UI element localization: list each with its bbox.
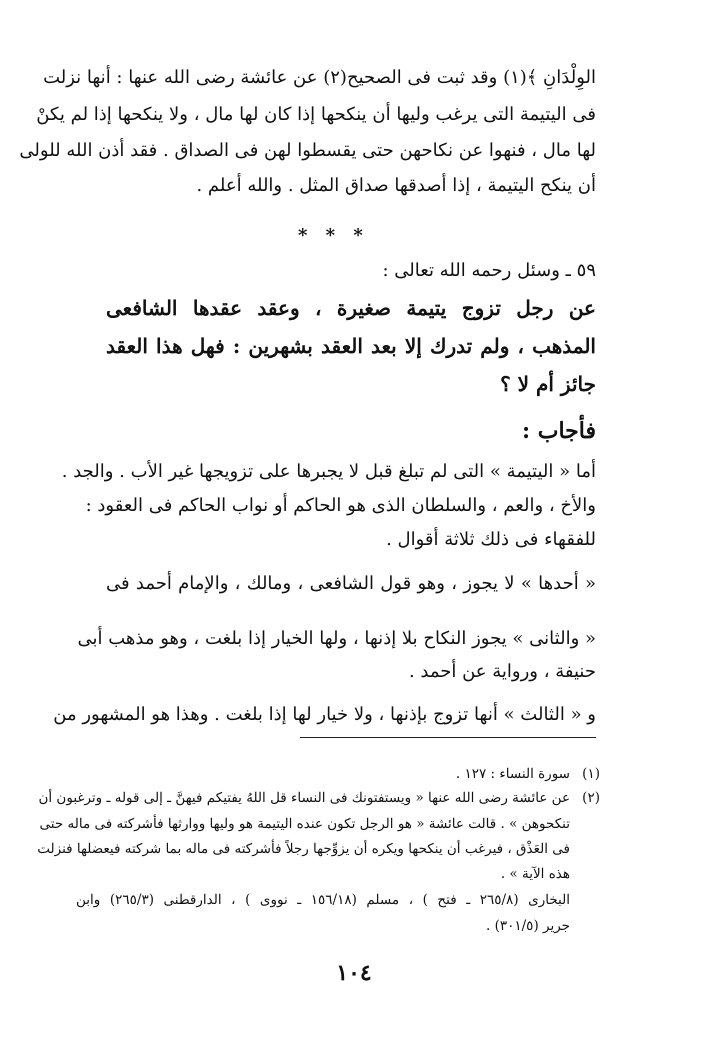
footnote-2-line-4: هذه الآية » . bbox=[500, 866, 570, 882]
page-number: ١٠٤ bbox=[336, 960, 372, 986]
question-line-3: جائز أم لا ؟ bbox=[500, 372, 596, 396]
answer-line-3: للفقهاء فى ذلك ثلاثة أقوال . bbox=[386, 529, 596, 550]
question-line-1: عن رجل تزوج يتيمة صغيرة ، وعقد عقدها الشافعى bbox=[106, 296, 596, 320]
footnote-2-line-3: فى العَذْق ، فيرغب أن ينكحها ويكره أن يزوِّجها رجلاً فأشركته فى ماله بما شركته فيعضلها فنزلت bbox=[37, 841, 570, 857]
answer-label: فأجاب : bbox=[521, 418, 596, 444]
answer-line-1: أما « اليتيمة » التى لم تبلغ قبل لا يجبرها على تزويجها غير الأب . والجد . bbox=[61, 461, 596, 482]
answer-line-6: حنيفة ، ورواية عن أحمد . bbox=[408, 661, 596, 682]
intro-line-4: أن ينكح اليتيمة ، إذا أصدقها صداق المثل . والله أعلم . bbox=[196, 175, 596, 196]
footnote-2-line-6: جرير (٣٠١/٥) . bbox=[486, 918, 570, 934]
footnote-1-line-1: سورة النساء : ١٢٧ . bbox=[455, 766, 570, 782]
intro-line-1: الوِلْدَانِ ﴾(١) وقد ثبت فى الصحيح(٢) عن عائشة رضى الله عنها : أنها نزلت bbox=[43, 67, 596, 88]
footnote-2-line-5: البخارى (٢٦٥/٨ ـ فتح ) ، مسلم (١٥٦/١٨ ـ نووى ) ، الدارقطنى (٢٦٥/٣) وابن bbox=[76, 892, 570, 908]
question-intro: ٥٩ ـ وسئل رحمه الله تعالى : bbox=[382, 260, 596, 281]
footnote-divider bbox=[300, 737, 596, 738]
section-separator: * * * bbox=[298, 225, 369, 246]
answer-line-7: و « الثالث » أنها تزوج بإذنها ، ولا خيار لها إذا بلغت . وهذا هو المشهور من bbox=[53, 704, 596, 725]
answer-line-4: « أحدها » لا يجوز ، وهو قول الشافعى ، ومالك ، والإمام أحمد فى bbox=[106, 573, 596, 594]
answer-line-5: « والثانى » يجوز النكاح بلا إذنها ، ولها الخيار إذا بلغت ، وهو مذهب أبى bbox=[77, 628, 596, 649]
answer-line-2: والأخ ، والعم ، والسلطان الذى هو الحاكم أو نواب الحاكم فى العقود : bbox=[85, 495, 596, 516]
question-line-2: المذهب ، ولم تدرك إلا بعد العقد بشهرين : فهل هذا العقد bbox=[106, 334, 596, 358]
footnote-2-line-2: تنكحوهن » . قالت عائشة « هو الرجل تكون عنده اليتيمة هو وليها ووارثها فأشركته فى ماله حتى bbox=[39, 816, 570, 832]
footnote-2-line-1: عن عائشة رضى الله عنها « ويستفتونك فى النساء قل اللهُ يفتيكم فيهنَّ ـ إلى قوله ـ وترغبون أن bbox=[38, 790, 570, 806]
footnote-2-number: (٢) bbox=[582, 790, 600, 806]
intro-line-2: فى اليتيمة التى يرغب وليها أن ينكحها إذا كان لها مال ، ولا ينكحها إذا لم يكنْ bbox=[36, 104, 596, 125]
intro-line-3: لها مال ، فنهوا عن نكاحهن حتى يقسطوا لهن فى الصداق . فقد أذن الله للولى bbox=[19, 140, 596, 161]
footnote-1-number: (١) bbox=[582, 766, 600, 782]
